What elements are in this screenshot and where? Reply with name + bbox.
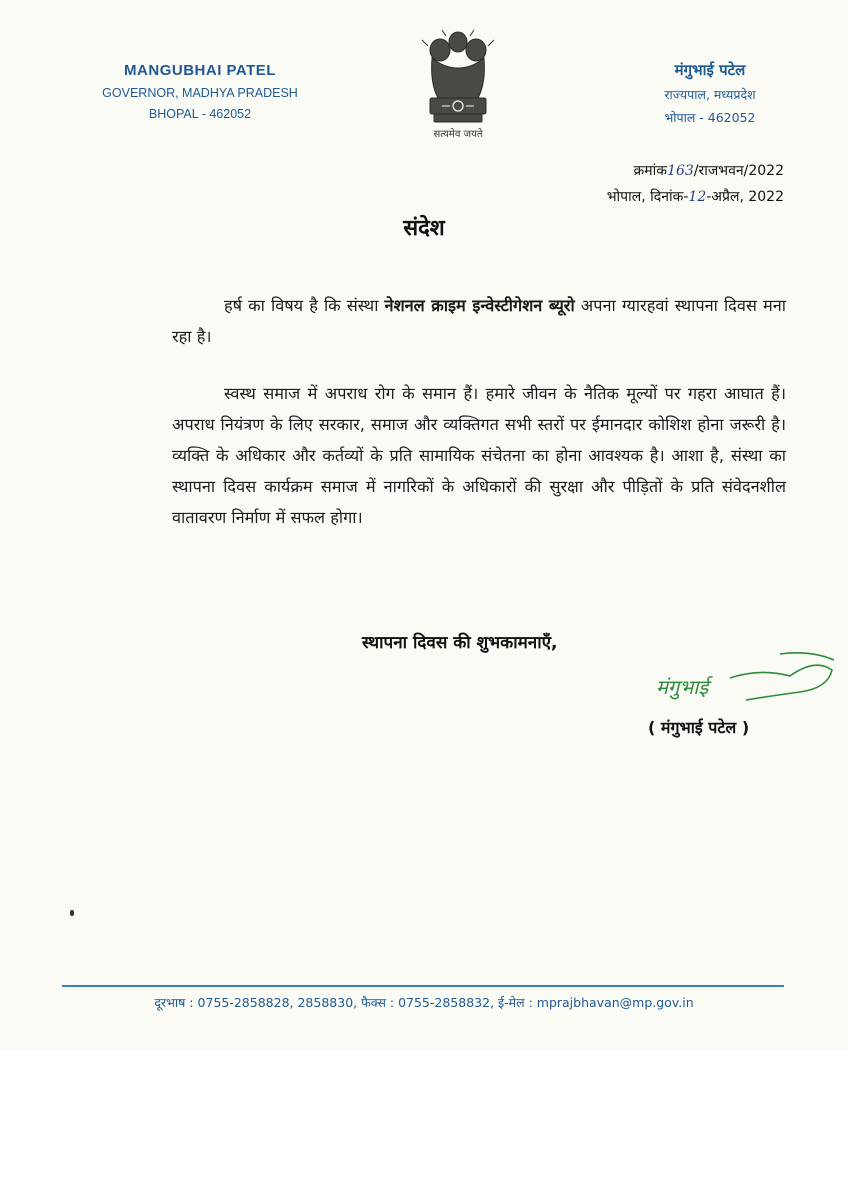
reference-block [607, 158, 784, 210]
signature [650, 648, 840, 718]
paragraph-1: हर्ष का विषय है कि संस्था नेशनल क्राइम इन्वेस्टीगेशन ब्यूरो अपना ग्यारहवां स्थापना दिवस मना रहा है। [172, 296, 786, 346]
greeting: स्थापना दिवस की शुभकामनाएँ, [362, 633, 558, 653]
reference-date: भोपाल, दिनांक-12-अप्रैल, 2022 [606, 189, 784, 205]
message-title: संदेश [403, 216, 445, 241]
reference-number-handwritten: 163 [667, 163, 694, 179]
governor-designation-english: GOVERNOR, MADHYA PRADESH [102, 86, 298, 100]
emblem-motto: सत्यमेव जयते [433, 129, 483, 140]
governor-designation-hindi: राज्यपाल, मध्यप्रदेश [664, 87, 756, 102]
governor-address-hindi: भोपाल - 462052 [664, 110, 756, 125]
governor-name-hindi: मंगुभाई पटेल [674, 61, 746, 79]
margin-mark [70, 910, 74, 916]
paragraph-2: स्वस्थ समाज में अपराध रोग के समान हैं। हमारे जीवन के नैतिक मूल्यों पर गहरा आघात हैं। अपराध नियंत्रण के लिए सरकार, समाज और व्यक्तिगत सभी स्तरों पर ईमानदार कोशिश होना जरूरी है। व्यक्ति के अधिकार और कर्तव्यों के प्रति सामायिक संचेतना का होना आवश्यक है। आशा है, संस्था का स्थापना दिवस कार्यक्रम समाज में नागरिकों के अधिकारों की सुरक्षा और पीड़ितों के प्रति संवेदनशील वातावरण निर्माण में सफल होगा। [172, 384, 786, 527]
governor-name-english: MANGUBHAI PATEL [124, 62, 276, 79]
organisation-name: नेशनल क्राइम इन्वेस्टीगेशन ब्यूरो [384, 296, 575, 315]
governor-address-english: BHOPAL - 462052 [148, 107, 252, 121]
header-english [100, 62, 300, 121]
signature-text: मंगुभाई [656, 675, 709, 699]
footer-contact: दूरभाष : 0755-2858828, 2858830, फैक्स : 0755-2858832, ई-मेल : mprajbhavan@mp.gov.in [154, 995, 694, 1010]
footer-divider [62, 985, 784, 987]
signatory-name: ( मंगुभाई पटेल ) [648, 718, 750, 737]
header-hindi [620, 60, 800, 126]
reference-date-handwritten: 12 [688, 189, 707, 205]
reference-number: क्रमांक163/राजभवन/2022 [633, 163, 784, 179]
